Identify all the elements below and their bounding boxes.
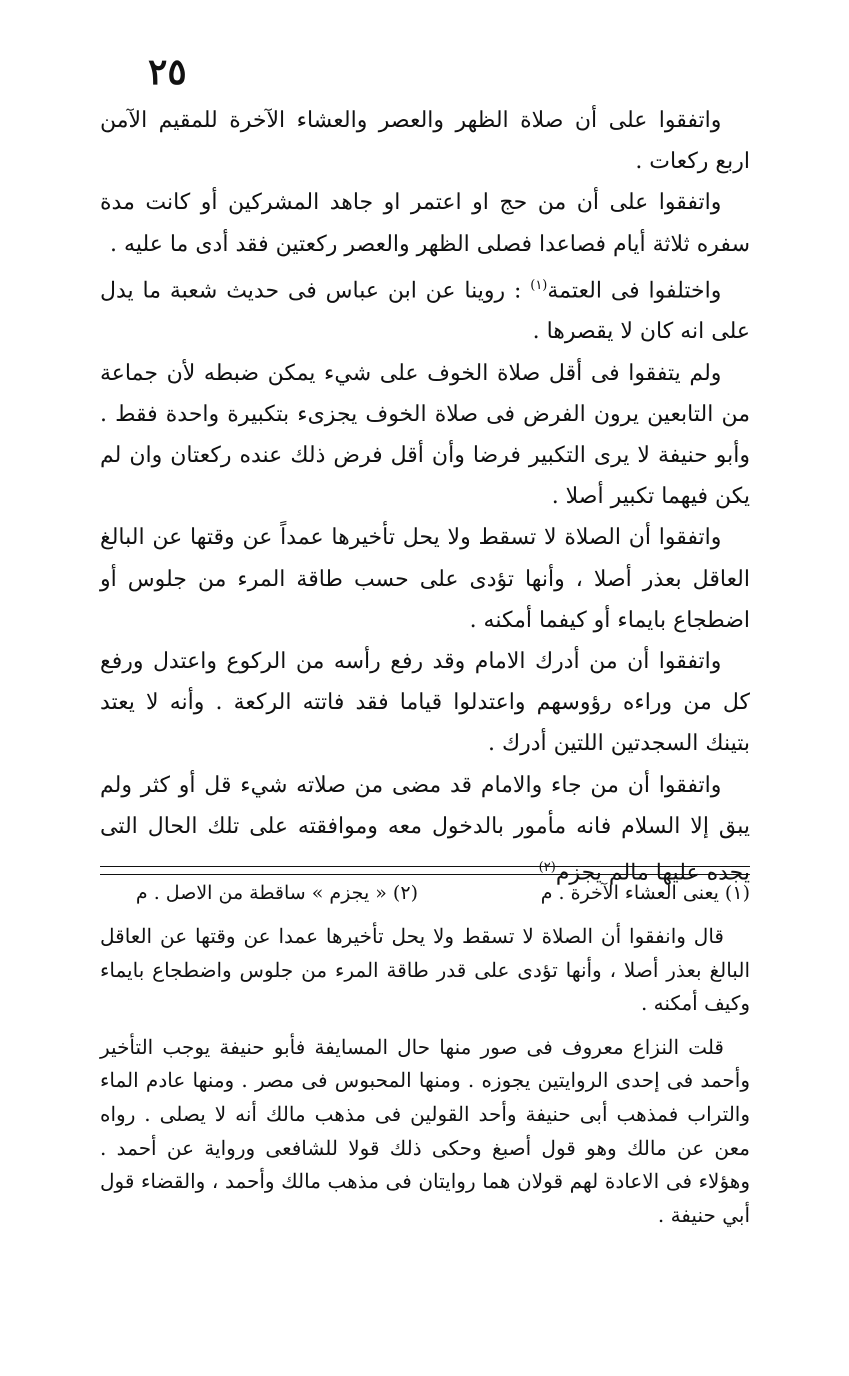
paragraph-travel-shortening: واتفقوا على أن من حج او اعتمر او جاهد المشركين أو كانت مدة سفره ثلاثة أيام فصاعدا فصلى الظهر والعصر ركعتين فقد أدى ما عليه . — [100, 190, 750, 257]
paragraph-prayer-not-dropped: واتفقوا أن الصلاة لا تسقط ولا يحل تأخيرها عمداً عن وقتها عن البالغ العاقل بعذر أصلا ، وأنها تؤدى على حسب طاقة المرء من جلوس أو اضطجاع بايماء أو كيفما أمكنه . — [100, 525, 750, 633]
paragraph-joining-imam-text: واتفقوا أن من جاء والامام قد مضى من صلاته شيء قل أو كثر ولم يبق إلا السلام فانه مأمور بالدخول معه وموافقته على تلك الحال التى يجده عليها مالم يجزم — [100, 772, 750, 886]
footnote-ref-1: (١) — [530, 277, 548, 293]
commentary-text — [100, 920, 750, 1242]
main-text — [100, 100, 750, 894]
footnote-1: (١) يعنى العشاء الآخرة . م — [540, 882, 750, 904]
paragraph-atama-rest: : روينا عن ابن عباس فى حديث شعبة ما يدل على انه كان لا يقصرها . — [100, 278, 750, 345]
footnote-divider-top — [100, 866, 750, 867]
paragraph-atama — [100, 265, 750, 353]
commentary-paragraph-quote: قال وانفقوا أن الصلاة لا تسقط ولا يحل تأخيرها عمدا عن وقتها عن العاقل البالغ بعذر أصلا ، وأنها تؤدى على قدر طاقة المرء من جلوس واضطجاع بايماء وكيف أمكنه . — [100, 924, 750, 1016]
paragraph-missed-rakah: واتفقوا أن من أدرك الامام وقد رفع رأسه من الركوع واعتدل ورفع كل من وراءه رؤوسهم واعتدلوا قياما فقد فاتته الركعة . وأنه لا يعتد بتينك السجدتين اللتين أدرك . — [100, 648, 750, 757]
commentary-paragraph-discussion: قلت النزاع معروف فى صور منها حال المسايفة فأبو حنيفة يوجب التأخير وأحمد فى إحدى الروايتين يجوزه . ومنها المحبوس فى مصر . ومنها عادم الماء والتراب فمذهب أبى حنيفة وأحد القولين فى مذهب مالك أنه لا يصلى . رواه معن عن مالك وهو قول أصبغ وحكى ذلك قولا للشافعى ورواية عن أحمد . وهؤلاء فى الاعادة لهم قولان هما روايتان فى مذهب مالك وأحمد ، والقضاء قول أبي حنيفة . — [100, 1034, 751, 1227]
footnote-2: (٢) « يجزم » ساقطة من الاصل . م — [135, 882, 418, 904]
paragraph-fear-prayer: ولم يتفقوا فى أقل صلاة الخوف على شيء يمكن ضبطه لأن جماعة من التابعين يرون الفرض فى صلاة الخوف يجزىء بتكبيرة واحدة فقط . وأبو حنيفة لا يرى التكبير فرضا وأن أقل فرض ذلك عنده ركعتان وان لم يكن فيهما تكبير أصلا . — [100, 360, 750, 510]
paragraph-prayer-rakats: واتفقوا على أن صلاة الظهر والعصر والعشاء الآخرة للمقيم الآمن اربع ركعات . — [100, 108, 750, 175]
footnote-ref-2: (٢) — [538, 859, 556, 875]
paragraph-atama-lead: واختلفوا فى العتمة — [547, 278, 722, 304]
page-number: ٢٥ — [148, 51, 187, 93]
